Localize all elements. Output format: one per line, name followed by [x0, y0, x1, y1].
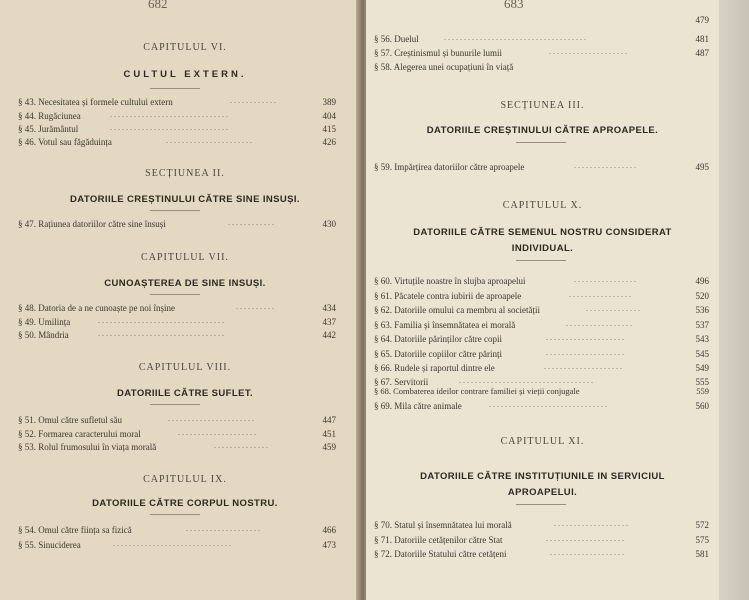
- entry-page: 543: [695, 334, 709, 344]
- entry-title: § 66. Rudele și raportul dintre ele: [374, 363, 495, 373]
- entry-page: 447: [322, 415, 336, 425]
- dot-leader: .................: [566, 319, 634, 328]
- entry-page: 442: [322, 330, 336, 340]
- entry-page: 437: [322, 317, 336, 327]
- dot-leader: ....................: [178, 428, 258, 437]
- divider: [150, 404, 200, 405]
- dot-leader: ..........: [236, 302, 276, 311]
- dot-leader: ..............................: [113, 539, 233, 548]
- dot-leader: ...................: [554, 519, 630, 528]
- entry-title: § 72. Datoriile Statului către cetățeni: [374, 549, 507, 559]
- entry-title: § 51. Omul către sufletul său: [18, 415, 122, 425]
- entry-page: 459: [322, 442, 336, 452]
- entry-title: § 69. Mila către animale: [374, 401, 462, 411]
- entry-title: § 48. Datoria de a ne cunoaște pe noi înșine: [18, 303, 175, 313]
- chapter-ix-title: DATORIILE CĂTRE CORPUL NOSTRU.: [92, 498, 278, 509]
- chapter-xi-title-line2: APROAPELUI.: [507, 487, 578, 498]
- dot-leader: ............: [230, 96, 278, 105]
- dot-leader: ..............................: [110, 123, 230, 132]
- entry-title: § 53. Rolul frumosului în viața morală: [18, 442, 157, 452]
- dot-leader: ................: [569, 290, 633, 299]
- entry-page: 479: [695, 15, 709, 25]
- dot-leader: ....................: [544, 362, 624, 371]
- entry-title: § 58. Alegerea unei ocupațiuni în viață: [374, 62, 514, 72]
- entry-title: § 45. Jurământul: [18, 124, 79, 134]
- entry-page: 473: [322, 540, 336, 550]
- chapter-vi-heading: CAPITULUL VI.: [143, 42, 227, 53]
- chapter-viii-title: DATORIILE CĂTRE SUFLET.: [116, 388, 254, 399]
- entry-title: § 52. Formarea caracterului moral: [18, 429, 141, 439]
- entry-page: 430: [322, 219, 336, 229]
- dot-leader: ....................: [546, 333, 626, 342]
- chapter-viii-heading: CAPITULUL VIII.: [138, 362, 232, 373]
- entry-title: § 49. Umilința: [18, 317, 71, 327]
- dot-leader: ......................: [168, 414, 256, 423]
- chapter-x-title-line1: DATORIILE CĂTRE SEMENUL NOSTRU CONSIDERAT: [413, 227, 672, 238]
- entry-page: 555: [695, 377, 709, 387]
- section-iii-title: DATORIILE CREȘTINULUI CĂTRE APROAPELE.: [426, 125, 659, 136]
- section-ii-title: DATORIILE CREȘTINULUI CĂTRE SINE INSUȘI.: [70, 194, 300, 205]
- dot-leader: ..................................: [459, 376, 595, 385]
- entry-page: 549: [695, 363, 709, 373]
- right-page: [366, 0, 719, 600]
- entry-page: 415: [322, 124, 336, 134]
- entry-title: § 63. Familia și însemnătatea ei morală: [374, 320, 516, 330]
- entry-page: 537: [695, 320, 709, 330]
- entry-title: § 64. Datoriile părinților către copii: [374, 334, 502, 344]
- chapter-xi-title-line1: DATORIILE CĂTRE INSTITUȚIUNILE IN SERVICIUL: [420, 471, 665, 482]
- entry-page: 572: [695, 520, 709, 530]
- divider: [516, 504, 566, 505]
- left-page: [0, 0, 360, 600]
- dot-leader: ....................: [549, 47, 629, 56]
- entry-title: § 68. Combaterea ideilor contrare familiei și vieții conjugale: [374, 386, 580, 396]
- dot-leader: ................: [574, 275, 638, 284]
- dot-leader: ................................: [98, 316, 226, 325]
- dot-leader: ......................: [166, 136, 254, 145]
- entry-page: 404: [322, 111, 336, 121]
- page-number-left: 682: [148, 0, 168, 11]
- entry-page: 496: [695, 276, 709, 286]
- chapter-vii-heading: CAPITULUL VII.: [141, 252, 229, 263]
- dot-leader: ...................: [186, 524, 262, 533]
- entry-title: § 71. Datoriile cetățenilor către Stat: [374, 535, 503, 545]
- dot-leader: ................................: [98, 329, 226, 338]
- entry-title: § 59. Impărțirea datoriilor către aproapele: [374, 162, 525, 172]
- entry-title: § 55. Sinuciderea: [18, 540, 81, 550]
- dot-leader: ..............: [214, 441, 270, 450]
- entry-page: 426: [322, 137, 336, 147]
- entry-title: § 60. Virtuțile noastre în slujba aproapelui: [374, 276, 526, 286]
- dot-leader: ............: [228, 218, 276, 227]
- entry-title: § 47. Rațiunea datoriilor către sine însuși: [18, 219, 166, 229]
- entry-page: 536: [695, 305, 709, 315]
- chapter-ix-heading: CAPITULUL IX.: [143, 474, 227, 485]
- entry-title: § 62. Datoriile omului ca membru al societății: [374, 305, 540, 315]
- page-stack-edge: [719, 0, 749, 600]
- entry-title: § 70. Statul și însemnătatea lui morală: [374, 520, 512, 530]
- dot-leader: ..............: [586, 304, 642, 313]
- dot-leader: ..............................: [489, 400, 609, 409]
- dot-leader: ................: [574, 161, 638, 170]
- entry-page: 466: [322, 525, 336, 535]
- entry-title: § 57. Creștinismul și bunurile lumii: [374, 48, 502, 58]
- entry-title: § 65. Datoriile copiilor către părinți: [374, 349, 502, 359]
- entry-page: 520: [695, 291, 709, 301]
- page-number-right: 683: [504, 0, 524, 11]
- chapter-x-heading: CAPITULUL X.: [502, 200, 583, 211]
- section-iii-heading: SECȚIUNEA III.: [500, 100, 585, 111]
- entry-page: 559: [696, 386, 709, 396]
- divider: [150, 88, 200, 89]
- entry-page: 481: [695, 34, 709, 44]
- entry-page: 495: [695, 162, 709, 172]
- entry-page: 545: [695, 349, 709, 359]
- entry-page: 389: [322, 97, 336, 107]
- chapter-xi-heading: CAPITULUL XI.: [500, 436, 585, 447]
- chapter-x-title-line2: INDIVIDUAL.: [511, 243, 574, 254]
- divider: [150, 514, 200, 515]
- dot-leader: ....................: [546, 348, 626, 357]
- chapter-vii-title: CUNOAȘTEREA DE SINE INSUȘI.: [104, 278, 266, 289]
- divider: [150, 294, 200, 295]
- entry-page: 575: [695, 535, 709, 545]
- entry-page: 560: [695, 401, 709, 411]
- entry-title: § 56. Duelul: [374, 34, 419, 44]
- entry-title: § 61. Păcatele contra iubirii de aproapele: [374, 291, 522, 301]
- divider: [150, 210, 200, 211]
- dot-leader: ....................: [546, 534, 626, 543]
- dot-leader: ....................................: [444, 33, 588, 42]
- section-ii-heading: SECȚIUNEA II.: [145, 168, 225, 179]
- dot-leader: ...................: [550, 548, 626, 557]
- entry-title: § 67. Servitorii: [374, 377, 429, 387]
- divider: [516, 142, 566, 143]
- entry-title: § 54. Omul către ființa sa fizică: [18, 525, 132, 535]
- entry-page: 581: [695, 549, 709, 559]
- entry-page: 434: [322, 303, 336, 313]
- entry-title: § 46. Votul sau făgăduința: [18, 137, 112, 147]
- entry-page: 487: [695, 48, 709, 58]
- entry-title: § 43. Necesitatea și formele cultului extern: [18, 97, 173, 107]
- chapter-vi-title: CULTUL EXTERN.: [123, 69, 247, 80]
- entry-title: § 44. Rugăciunea: [18, 111, 81, 121]
- entry-page: 451: [322, 429, 336, 439]
- dot-leader: ..............................: [110, 110, 230, 119]
- divider: [516, 260, 566, 261]
- entry-title: § 50. Mândria: [18, 330, 69, 340]
